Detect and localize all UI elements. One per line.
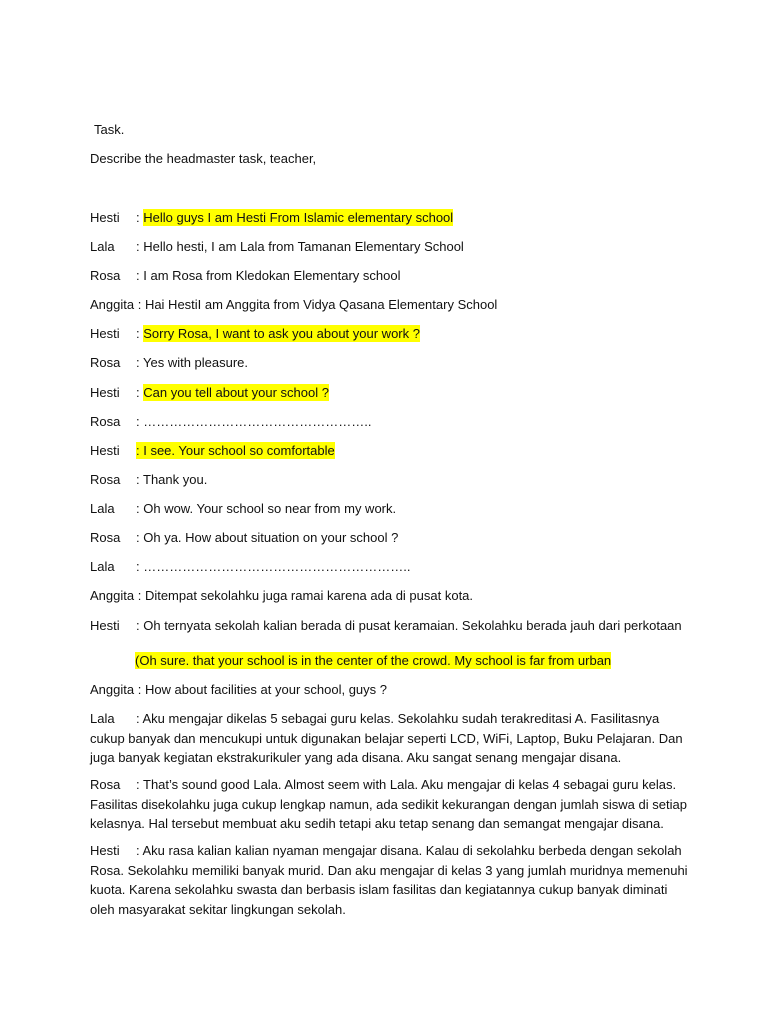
dialogue-line: Lala : Hello hesti, I am Lala from Tamanan Elementary School: [90, 239, 464, 254]
dialogue-line: Lala : Oh wow. Your school so near from my work.: [90, 501, 397, 516]
dialogue-line: Anggita : Hai HestiI am Anggita from Vidya Qasana Elementary School: [90, 297, 498, 312]
speaker-name: Lala: [90, 501, 115, 516]
highlighted-text: : I see. Your school so comfortable: [136, 443, 335, 458]
paragraph: Hesti : Aku rasa kalian kalian nyaman mengajar disana. Kalau di sekolahku berbeda dengan sekolah Rosa. Sekolahku memiliki banyak murid. Dan aku mengajar di kelas 3 yang jumlah muridnya memenuhi kuota. Karena sekolahku swasta dan berbasis islam fasilitas dan kegiatannya cukup banyak diminati oleh masyarakat sekitar lingkungan sekolah.: [90, 843, 688, 917]
speaker-name: Rosa: [90, 268, 121, 283]
speaker-name: Hesti: [90, 326, 120, 341]
line-text: ……………………………………………..: [143, 414, 372, 429]
dialogue-line: Hesti : Sorry Rosa, I want to ask you about your work ?: [90, 326, 420, 341]
line-text: I am Rosa from Kledokan Elementary school: [143, 268, 401, 283]
speaker-name: Anggita: [90, 297, 135, 312]
line-text: Oh ternyata sekolah kalian berada di pusat keramaian. Sekolahku berada jauh dari perkotaan: [143, 618, 682, 633]
speaker-name: Rosa: [90, 777, 121, 792]
speaker-name: Lala: [90, 559, 115, 574]
dialogue-line: [90, 442, 335, 460]
dialogue-line: Rosa : I am Rosa from Kledokan Elementary school: [90, 268, 401, 283]
paragraph-text: Aku rasa kalian kalian nyaman mengajar disana. Kalau di sekolahku berbeda dengan sekolah Rosa. Sekolahku memiliki banyak murid. Dan aku mengajar di kelas 3 yang jumlah muridnya memenuhi kuota. Karena sekolahku swasta dan berbasis islam fasilitas dan kegiatannya cukup banyak diminati oleh masyarakat sekitar lingkungan sekolah.: [90, 843, 688, 917]
speaker-name: Rosa: [90, 472, 121, 487]
line-text: Ditempat sekolahku juga ramai karena ada di pusat kota.: [144, 588, 474, 603]
line-text: Oh ya. How about situation on your school ?: [143, 530, 399, 545]
line-text: Thank you.: [143, 472, 208, 487]
dialogue-line: Anggita : How about facilities at your school, guys ?: [90, 682, 388, 697]
dialogue-line: Hesti : Oh ternyata sekolah kalian berada di pusat keramaian. Sekolahku berada jauh dari perkotaan: [90, 618, 682, 633]
dialogue-line: Rosa : Yes with pleasure.: [90, 355, 249, 370]
line-text: ……………………………………………………..: [143, 559, 411, 574]
line-text: How about facilities at your school, guys ?: [144, 682, 388, 697]
speaker-name: Lala: [90, 239, 115, 254]
speaker-name: Lala: [90, 711, 115, 726]
task-heading: Task.: [94, 122, 125, 137]
dialogue-line: Lala : ……………………………………………………..: [90, 559, 411, 574]
highlighted-text: (Oh sure. that your school is in the center of the crowd. My school is far from urban: [135, 653, 612, 668]
line-text: Yes with pleasure.: [143, 355, 249, 370]
dialogue-line: Hesti : Hello guys I am Hesti From Islamic elementary school: [90, 210, 454, 225]
speaker-name: Rosa: [90, 530, 121, 545]
speaker-name: Hesti: [90, 843, 120, 858]
highlighted-text: Hello guys I am Hesti From Islamic elementary school: [143, 210, 454, 225]
line-text: Hai HestiI am Anggita from Vidya Qasana Elementary School: [144, 297, 498, 312]
line-text: Oh wow. Your school so near from my work.: [143, 501, 397, 516]
highlighted-text: Can you tell about your school ?: [143, 385, 329, 400]
dialogue-line: Anggita : Ditempat sekolahku juga ramai karena ada di pusat kota.: [90, 588, 474, 603]
task-description: Describe the headmaster task, teacher,: [90, 151, 317, 166]
speaker-name: Rosa: [90, 355, 121, 370]
speaker-name: Hesti: [90, 210, 120, 225]
translation-line: [135, 652, 611, 670]
speaker-name: Hesti: [90, 385, 120, 400]
dialogue-line: Rosa : Oh ya. How about situation on your school ?: [90, 530, 399, 545]
dialogue-line: Rosa : Thank you.: [90, 472, 208, 487]
paragraph: Lala : Aku mengajar dikelas 5 sebagai guru kelas. Sekolahku sudah terakreditasi A. Fasilitasnya cukup banyak dan mencukupi untuk digunakan belajar seperti LCD, WiFi, Laptop, Buku Pelajaran. Dan juga banyak kegiatan ekstrakurikuler yang ada disana. Aku sangat senang mengajar disana.: [90, 711, 683, 765]
paragraph-text: Aku mengajar dikelas 5 sebagai guru kelas. Sekolahku sudah terakreditasi A. Fasilitasnya cukup banyak dan mencukupi untuk digunakan belajar seperti LCD, WiFi, Laptop, Buku Pelajaran. Dan juga banyak kegiatan ekstrakurikuler yang ada disana. Aku sangat senang mengajar disana.: [90, 711, 683, 765]
speaker-name: Rosa: [90, 414, 121, 429]
speaker-name: Hesti: [90, 443, 120, 458]
highlighted-text: Sorry Rosa, I want to ask you about your work ?: [143, 326, 420, 341]
dialogue-line: Rosa : ……………………………………………..: [90, 414, 372, 429]
speaker-name: Anggita: [90, 588, 135, 603]
dialogue-line: Hesti : Can you tell about your school ?: [90, 385, 329, 400]
speaker-name: Anggita: [90, 682, 135, 697]
line-text: Hello hesti, I am Lala from Tamanan Elementary School: [143, 239, 464, 254]
paragraph: Rosa : That’s sound good Lala. Almost seem with Lala. Aku mengajar di kelas 4 sebagai guru kelas. Fasilitas disekolahku juga cukup lengkap namun, ada sedikit kekurangan dengan jumlah siswa di setiap kelasnya. Hal tersebut membuat aku sedih tetapi aku tetap senang dan semangat mengajar disana.: [90, 777, 687, 831]
paragraph-text: That’s sound good Lala. Almost seem with Lala. Aku mengajar di kelas 4 sebagai guru kelas. Fasilitas disekolahku juga cukup lengkap namun, ada sedikit kekurangan dengan jumlah siswa di setiap kelasnya. Hal tersebut membuat aku sedih tetapi aku tetap senang dan semangat mengajar disana.: [90, 777, 687, 831]
speaker-name: Hesti: [90, 618, 120, 633]
